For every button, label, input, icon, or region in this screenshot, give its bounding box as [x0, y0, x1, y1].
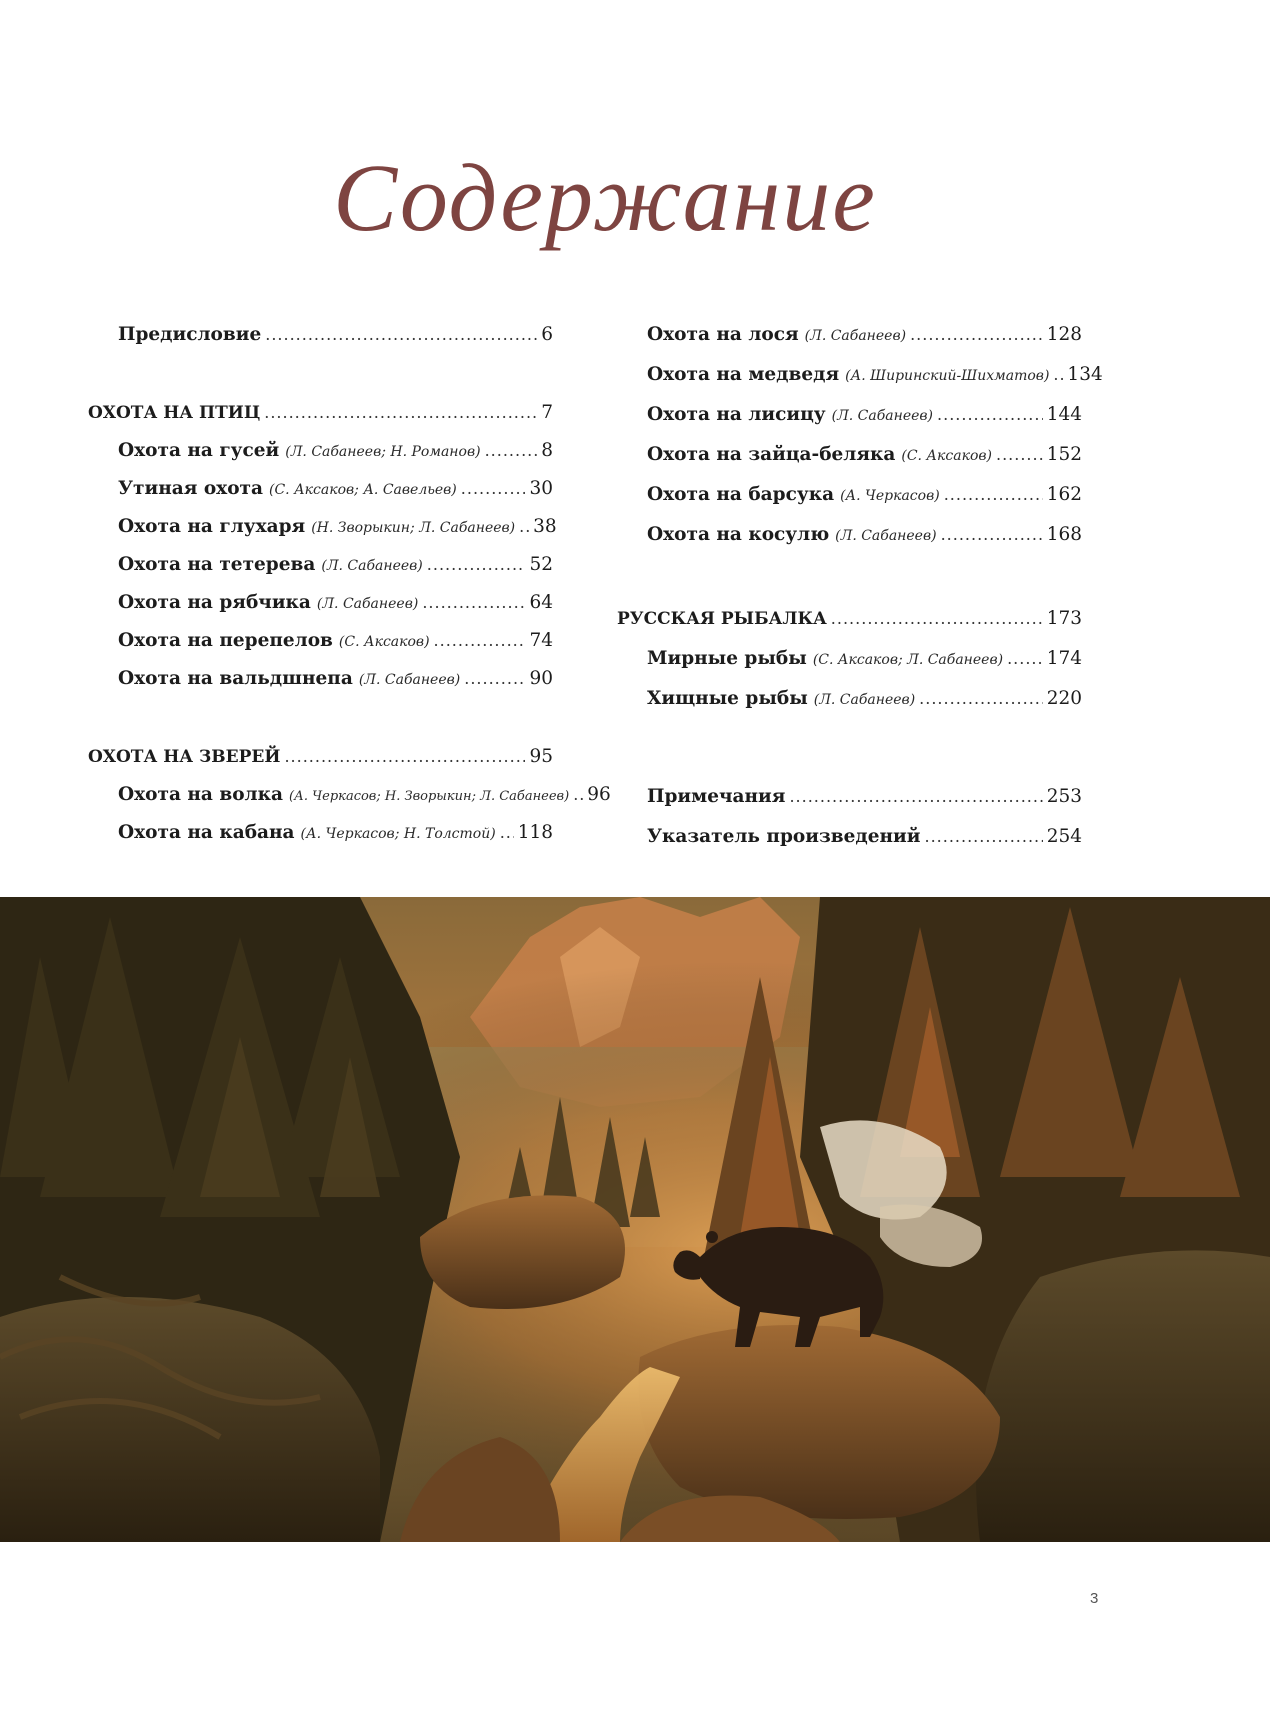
toc-section[interactable]	[88, 742, 553, 772]
toc-entry-title: Предисловие	[118, 324, 262, 345]
toc-entry[interactable]	[647, 684, 1082, 714]
toc-entry[interactable]	[118, 626, 553, 656]
toc-section[interactable]	[617, 604, 1082, 634]
dot-leader	[461, 474, 526, 504]
toc-entry[interactable]	[647, 520, 1082, 550]
toc-section-title: ОХОТА НА ЗВЕРЕЙ	[88, 747, 281, 767]
toc-entry-author: (Н. Зворыкин; Л. Сабанеев)	[311, 520, 516, 536]
toc-entry-author: (Л. Сабанеев)	[813, 692, 916, 708]
dot-leader	[500, 818, 514, 848]
toc-entry[interactable]	[118, 512, 557, 542]
dot-leader	[284, 742, 525, 772]
page-title: Содержание	[333, 144, 877, 251]
toc-entry[interactable]	[118, 588, 553, 618]
toc-entry-page: 64	[529, 592, 553, 613]
toc-entry-title: Мирные рыбы	[647, 648, 807, 669]
toc-entry-page: 173	[1046, 608, 1082, 629]
dot-leader	[1053, 360, 1063, 390]
toc-entry-page: 134	[1067, 364, 1103, 385]
dot-leader	[573, 780, 583, 810]
toc-entry-title: Охота на кабана	[118, 822, 295, 843]
toc-entry-author: (Л. Сабанеев)	[316, 596, 419, 612]
toc-entry-author: (Л. Сабанеев)	[831, 408, 934, 424]
toc-entry-page: 254	[1046, 826, 1082, 847]
toc-entry-title: Охота на рябчика	[118, 592, 311, 613]
toc-entry-page: 90	[529, 668, 553, 689]
toc-entry[interactable]	[118, 474, 553, 504]
toc-entry[interactable]	[647, 480, 1082, 510]
toc-entry-author: (А. Черкасов; Н. Толстой)	[300, 826, 496, 842]
toc-entry-title: Охота на перепелов	[118, 630, 333, 651]
dot-leader	[422, 588, 525, 618]
toc-section-title: ОХОТА НА ПТИЦ	[88, 403, 261, 423]
toc-entry-page: 96	[587, 784, 611, 805]
dot-leader	[434, 626, 526, 656]
toc-entry-page: 128	[1046, 324, 1082, 345]
dot-leader	[919, 684, 1043, 714]
toc-entry-author: (Л. Сабанеев)	[835, 528, 937, 544]
toc-entry-page: 174	[1046, 648, 1082, 669]
dot-leader	[910, 320, 1043, 350]
toc-entry-page: 52	[529, 554, 553, 575]
dot-leader	[937, 400, 1043, 430]
toc-entry-title: Утиная охота	[118, 478, 263, 499]
page-number: 3	[1090, 1590, 1099, 1607]
toc-entry-title: Охота на лося	[647, 324, 799, 345]
toc-entry-title: Охота на тетерева	[118, 554, 316, 575]
toc-entry-title: Охота на зайца-беляка	[647, 444, 896, 465]
toc-entry-author: (С. Аксаков)	[901, 448, 992, 464]
toc-entry-page: 220	[1046, 688, 1082, 709]
toc-entry-page: 152	[1046, 444, 1082, 465]
toc-entry-page: 162	[1046, 484, 1082, 505]
toc-entry-page: 30	[529, 478, 553, 499]
toc-entry-title: Указатель произведений	[647, 826, 921, 847]
toc-entry-title: Охота на глухаря	[118, 516, 306, 537]
toc-entry-title: Примечания	[647, 786, 786, 807]
toc-entry-title: Охота на гусей	[118, 440, 280, 461]
toc-entry-title: Охота на косулю	[647, 524, 830, 545]
toc-entry-title: Охота на лисицу	[647, 404, 826, 425]
toc-entry[interactable]	[118, 320, 553, 350]
toc-entry[interactable]	[647, 822, 1082, 852]
toc-entry[interactable]	[647, 320, 1082, 350]
toc-entry[interactable]	[647, 782, 1082, 812]
toc-entry[interactable]	[118, 550, 553, 580]
toc-entry[interactable]	[647, 400, 1082, 430]
dot-leader	[427, 550, 526, 580]
toc-entry-author: (С. Аксаков; А. Савельев)	[269, 482, 457, 498]
toc-entry-author: (А. Черкасов)	[840, 488, 940, 504]
toc-entry-title: Охота на барсука	[647, 484, 835, 505]
toc-entry-page: 6	[541, 324, 553, 345]
toc-section[interactable]	[88, 398, 553, 428]
dot-leader	[996, 440, 1043, 470]
toc-entry-title: Охота на вальдшнепа	[118, 668, 353, 689]
dot-leader	[1007, 644, 1043, 674]
toc-entry-page: 7	[541, 402, 553, 423]
toc-entry[interactable]	[118, 664, 553, 694]
toc-entry-author: (Л. Сабанеев)	[358, 672, 461, 688]
dot-leader	[941, 520, 1043, 550]
toc-entry-page: 95	[529, 746, 553, 767]
dot-leader	[831, 604, 1043, 634]
dot-leader	[789, 782, 1042, 812]
toc-entry-author: (Л. Сабанеев)	[804, 328, 907, 344]
dot-leader	[519, 512, 529, 542]
toc-entry[interactable]	[647, 644, 1082, 674]
toc-entry[interactable]	[118, 818, 553, 848]
toc-entry[interactable]	[118, 780, 611, 810]
toc-entry-author: (А. Черкасов; Н. Зворыкин; Л. Сабанеев)	[288, 789, 570, 804]
toc-entry[interactable]	[647, 440, 1082, 470]
dot-leader	[265, 320, 537, 350]
toc-entry-author: (А. Ширинский-Шихматов)	[845, 368, 1050, 384]
toc-entry-author: (С. Аксаков)	[338, 634, 430, 650]
toc-entry-page: 38	[533, 516, 557, 537]
dot-leader	[944, 480, 1043, 510]
toc-entry-author: (Л. Сабанеев; Н. Романов)	[285, 444, 481, 460]
toc-entry-page: 74	[529, 630, 553, 651]
toc-entry-title: Хищные рыбы	[647, 688, 808, 709]
toc-entry-page: 168	[1046, 524, 1082, 545]
forest-bear-painting	[0, 897, 1270, 1542]
toc-entry-author: (Л. Сабанеев)	[321, 558, 423, 574]
toc-entry-author: (С. Аксаков; Л. Сабанеев)	[812, 652, 1004, 668]
toc-entry-page: 8	[541, 440, 553, 461]
toc-entry-title: Охота на волка	[118, 784, 283, 805]
toc-entry[interactable]	[647, 360, 1103, 390]
toc-entry[interactable]	[118, 436, 553, 466]
toc-entry-title: Охота на медведя	[647, 364, 840, 385]
dot-leader	[264, 398, 537, 428]
toc-entry-page: 118	[517, 822, 553, 843]
toc-entry-page: 144	[1046, 404, 1082, 425]
toc-entry-page: 253	[1046, 786, 1082, 807]
dot-leader	[464, 664, 525, 694]
dot-leader	[924, 822, 1042, 852]
dot-leader	[485, 436, 538, 466]
toc-section-title: РУССКАЯ РЫБАЛКА	[617, 609, 827, 629]
